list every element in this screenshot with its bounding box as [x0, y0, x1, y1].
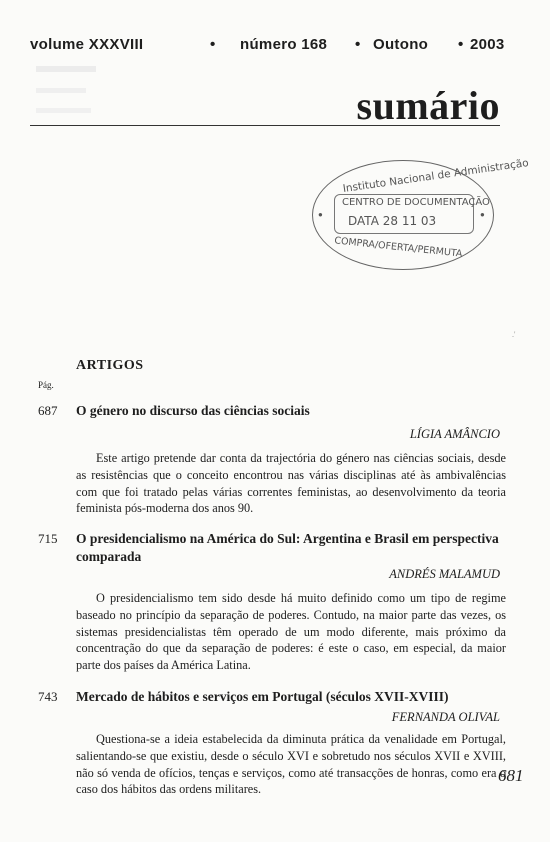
- header-rule: [30, 125, 500, 126]
- page-title: sumário: [356, 83, 500, 128]
- article-author: FERNANDA OLIVAL: [391, 710, 500, 724]
- stamp-star-icon: ●: [480, 210, 485, 219]
- season-label: Outono: [373, 36, 429, 53]
- separator: •: [458, 36, 464, 53]
- article-page-number: 743: [38, 689, 58, 704]
- article-title: Mercado de hábitos e serviços em Portugal (séculos XVII-XVIII): [76, 689, 449, 704]
- library-stamp: [312, 157, 530, 270]
- article-title: O género no discurso das ciências sociais: [76, 403, 310, 418]
- stamp-date: DATA 28 11 03: [348, 214, 437, 228]
- stamp-center: CENTRO DE DOCUMENTAÇÃO: [342, 197, 490, 208]
- folio-page-number: 681: [498, 766, 524, 785]
- article-abstract: [76, 450, 506, 517]
- volume-label: volume XXXVIII: [30, 36, 144, 53]
- article-title: O presidencialismo na América do Sul: Argentina e Brasil em perspectiva comparada: [76, 531, 499, 564]
- article-page-number: 687: [38, 403, 58, 418]
- journal-header: [30, 36, 505, 56]
- article-page-number: 715: [38, 531, 58, 546]
- article-author: LÍGIA AMÂNCIO: [409, 427, 500, 441]
- speck-mark: .': [512, 330, 516, 339]
- stamp-institution: Instituto Nacional de Administração: [342, 157, 530, 195]
- page-column-label: Pág.: [38, 380, 54, 390]
- show-through-mark: [36, 66, 96, 72]
- show-through-mark: [36, 108, 91, 113]
- article-abstract: [76, 731, 506, 798]
- abstract-text: Este artigo pretende dar conta da trajectória do género nas ciências sociais, desde as resistências que o conceito encontrou nas várias disciplinas até às ambivalências com que foi tratado pelas várias correntes feministas, ao desenvolvimento da teoria feminista pós-moderna dos anos 90.: [76, 451, 506, 516]
- abstract-text: Questiona-se a ideia estabelecida da diminuta prática da venalidade em Portugal, salientando-se que existiu, desde o século XVI e sobretudo nos séculos XVII e XVIII, não só venda de ofícios, tenças e serviços, como até transacções de honras, como era o caso dos hábitos das ordens militares.: [76, 732, 506, 797]
- section-heading: ARTIGOS: [76, 358, 144, 373]
- issue-number: número 168: [240, 36, 328, 53]
- article-abstract: [76, 590, 506, 674]
- article-author: ANDRÉS MALAMUD: [389, 567, 500, 581]
- year-label: 2003: [470, 36, 505, 53]
- abstract-text: O presidencialismo tem sido desde há muito definido como um tipo de regime baseado no princípio da separação de poderes. Contudo, na maior parte das vezes, os sistemas presidencialistas têm operado de um modo diferente, mais próximo da concentração do que da separação de poderes: é este o caso, em especial, da maior parte dos países da América Latina.: [76, 591, 506, 673]
- show-through-mark: [36, 88, 86, 93]
- separator: •: [355, 36, 361, 53]
- stamp-acquisition: COMPRA/OFERTA/PERMUTA: [333, 235, 463, 260]
- separator: •: [210, 36, 216, 53]
- stamp-star-icon: ●: [318, 210, 323, 219]
